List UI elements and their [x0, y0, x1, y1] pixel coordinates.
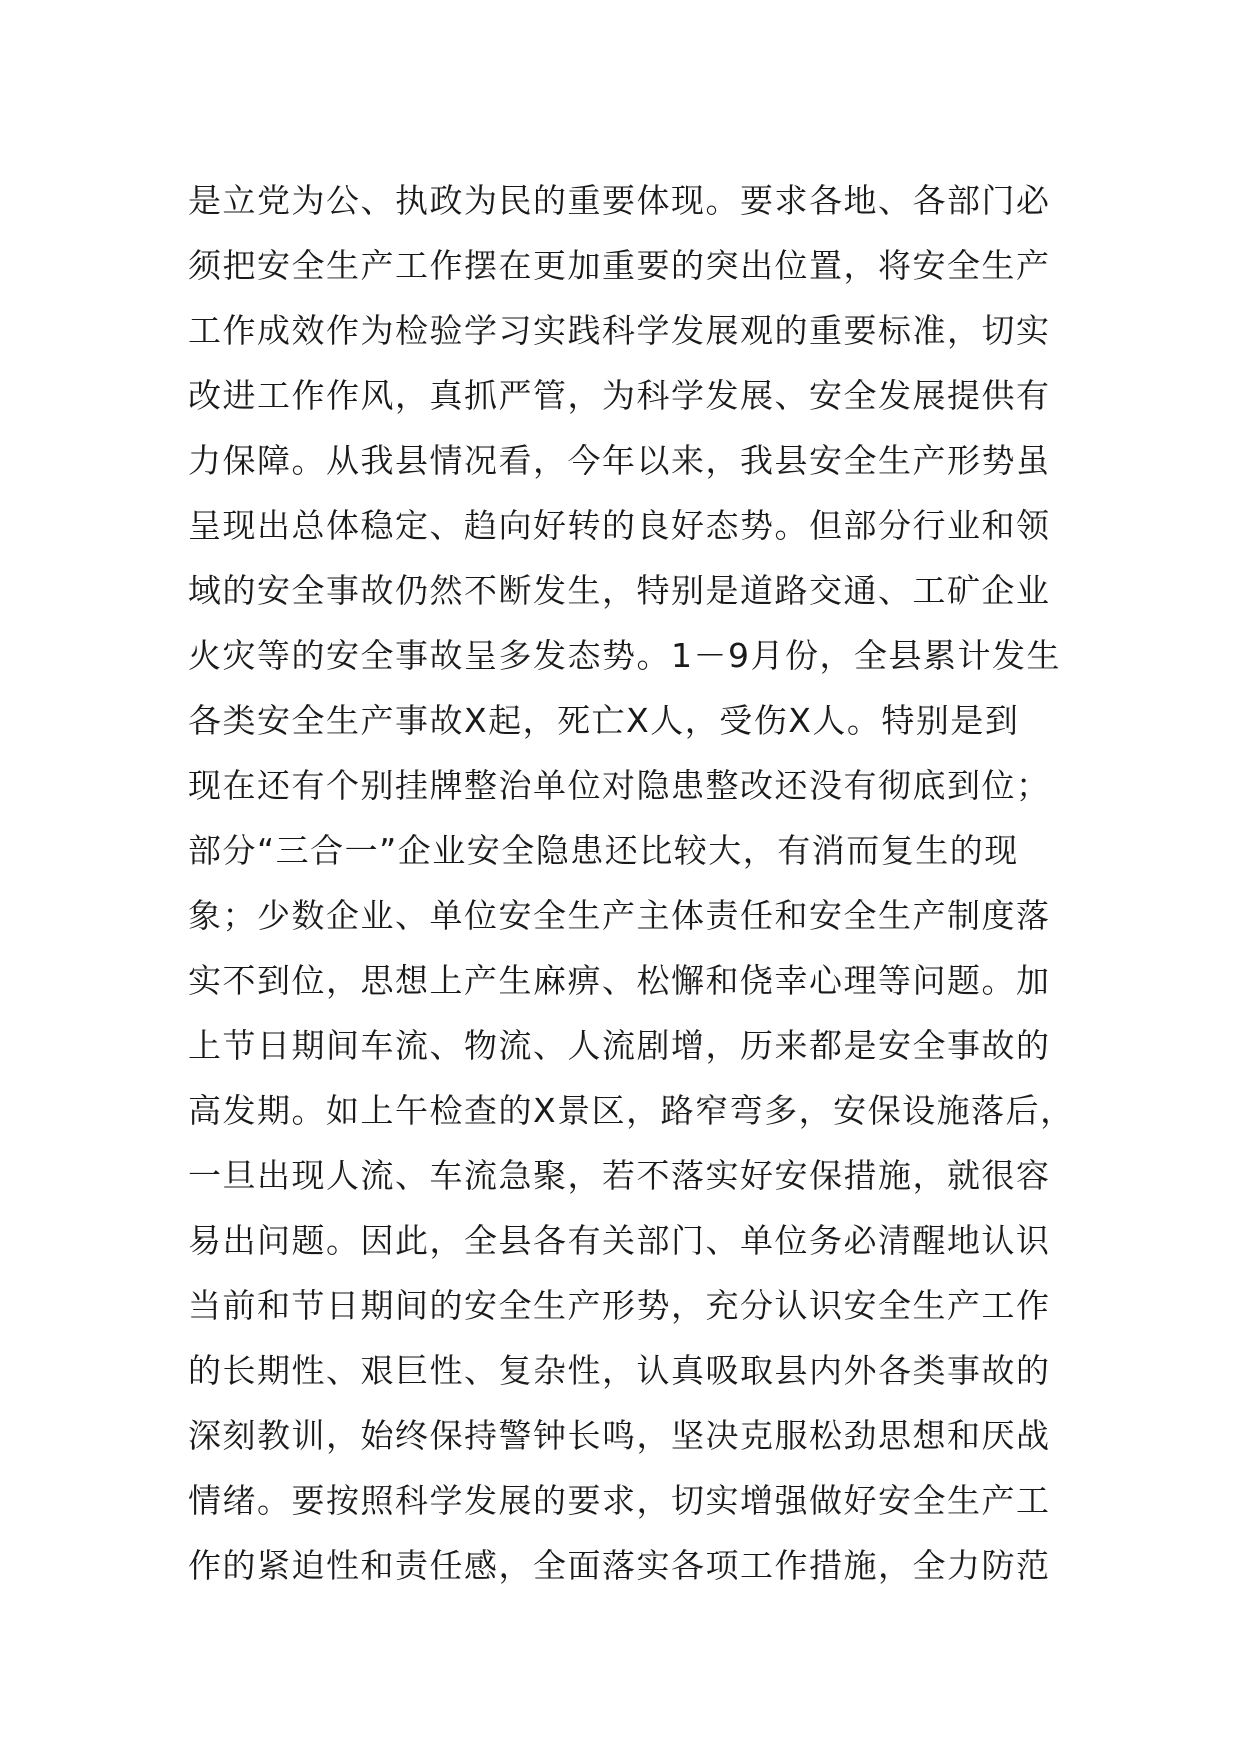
text-line-13: 实不到位，思想上产生麻痹、松懈和侥幸心理等问题。加 [188, 961, 1051, 1000]
text-line-21: 情绪。要按照科学发展的要求，切实增强做好安全生产工 [188, 1481, 1051, 1520]
text-line-18: 当前和节日期间的安全生产形势，充分认识安全生产工作 [188, 1286, 1051, 1325]
text-line-15: 高发期。如上午检查的X景区，路窄弯多，安保设施落后， [188, 1091, 1075, 1130]
text-line-7: 域的安全事故仍然不断发生，特别是道路交通、工矿企业 [188, 571, 1051, 610]
text-line-16: 一旦出现人流、车流急聚，若不落实好安保措施，就很容 [188, 1156, 1051, 1195]
text-line-9: 各类安全生产事故X起，死亡X人，受伤X人。特别是到 [188, 701, 1020, 740]
body-text [188, 168, 1075, 1598]
text-line-11: 部分“三合一”企业安全隐患还比较大，有消而复生的现 [188, 831, 1019, 870]
text-line-2: 须把安全生产工作摆在更加重要的突出位置，将安全生产 [188, 246, 1051, 285]
text-line-12: 象；少数企业、单位安全生产主体责任和安全生产制度落 [188, 896, 1051, 935]
text-line-4: 改进工作作风，真抓严管，为科学发展、安全发展提供有 [188, 376, 1051, 415]
text-line-10: 现在还有个别挂牌整治单位对隐患整改还没有彻底到位； [188, 766, 1051, 805]
text-line-22: 作的紧迫性和责任感，全面落实各项工作措施，全力防范 [188, 1546, 1051, 1585]
text-line-17: 易出问题。因此，全县各有关部门、单位务必清醒地认识 [188, 1221, 1051, 1260]
text-line-14: 上节日期间车流、物流、人流剧增，历来都是安全事故的 [188, 1026, 1051, 1065]
text-line-5: 力保障。从我县情况看，今年以来，我县安全生产形势虽 [188, 441, 1051, 480]
text-line-8: 火灾等的安全事故呈多发态势。1－9月份，全县累计发生 [188, 636, 1061, 675]
text-line-20: 深刻教训，始终保持警钟长鸣，坚决克服松劲思想和厌战 [188, 1416, 1051, 1455]
text-line-19: 的长期性、艰巨性、复杂性，认真吸取县内外各类事故的 [188, 1351, 1051, 1390]
text-line-3: 工作成效作为检验学习实践科学发展观的重要标准，切实 [188, 311, 1051, 350]
text-line-6: 呈现出总体稳定、趋向好转的良好态势。但部分行业和领 [188, 506, 1051, 545]
text-line-1: 是立党为公、执政为民的重要体现。要求各地、各部门必 [188, 181, 1051, 220]
